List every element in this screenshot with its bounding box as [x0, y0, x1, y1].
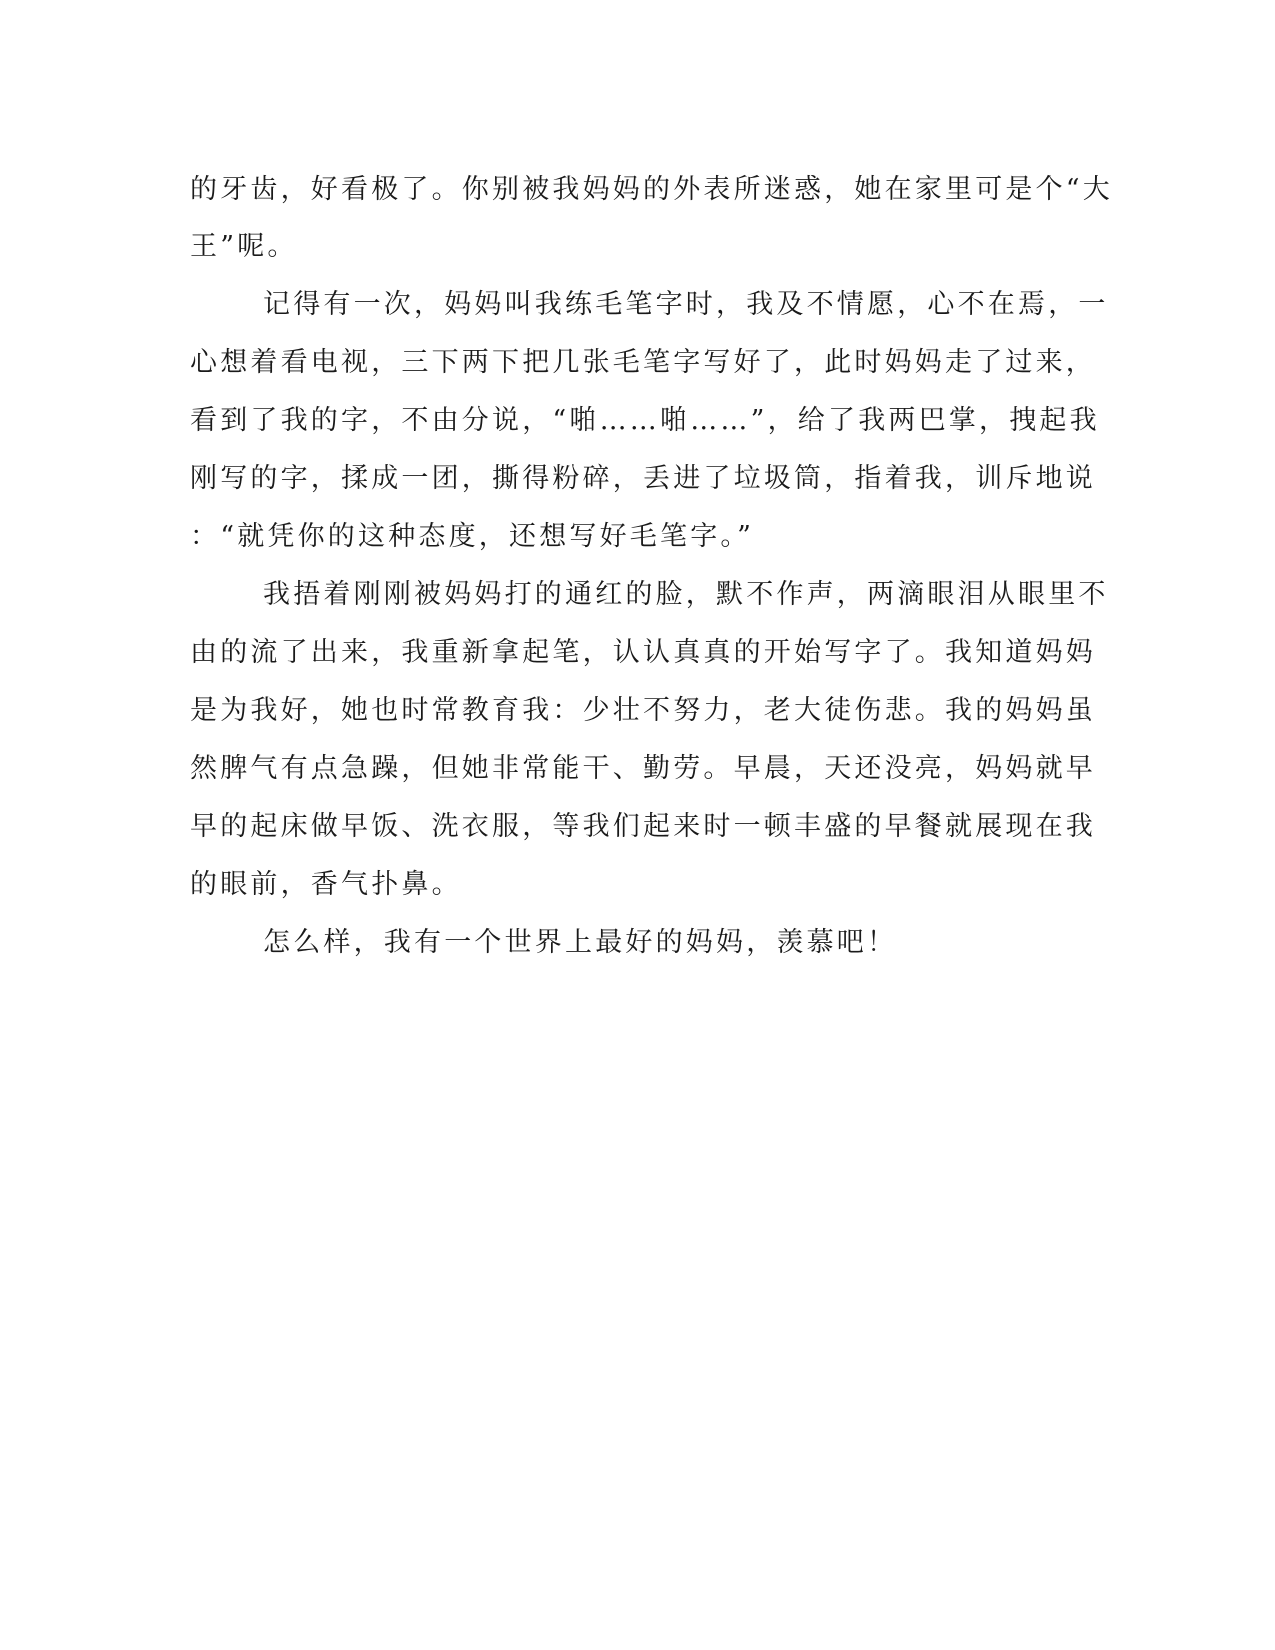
paragraph-start-line: 怎么样，我有一个世界上最好的妈妈，羡慕吧！: [263, 927, 898, 958]
text-line: 的眼前，香气扑鼻。: [190, 869, 462, 900]
text-line: 刚写的字，揉成一团，撕得粉碎，丢进了垃圾筒，指着我，训斥地说: [190, 463, 1096, 494]
text-line: 然脾气有点急躁，但她非常能干、勤劳。早晨，天还没亮，妈妈就早: [190, 753, 1096, 784]
text-line: 的牙齿，好看极了。你别被我妈妈的外表所迷惑，她在家里可是个“大: [190, 174, 1114, 205]
text-line: 心想着看电视，三下两下把几张毛笔字写好了，此时妈妈走了过来，: [190, 347, 1096, 378]
text-line: ：“就凭你的这种态度，还想写好毛笔字。”: [190, 521, 755, 552]
text-line: 是为我好，她也时常教育我：少壮不努力，老大徒伤悲。我的妈妈虽: [190, 695, 1096, 726]
text-line: 由的流了出来，我重新拿起笔，认认真真的开始写字了。我知道妈妈: [190, 637, 1096, 668]
paragraph-start-line: 我捂着刚刚被妈妈打的通红的脸，默不作声，两滴眼泪从眼里不: [263, 579, 1109, 610]
text-line: 看到了我的字，不由分说，“啪……啪……”，给了我两巴掌，拽起我: [190, 405, 1100, 436]
text-line: 王”呢。: [190, 231, 298, 262]
paragraph-start-line: 记得有一次，妈妈叫我练毛笔字时，我及不情愿，心不在焉，一: [263, 289, 1109, 320]
text-line: 早的起床做早饭、洗衣服，等我们起来时一顿丰盛的早餐就展现在我: [190, 811, 1096, 842]
